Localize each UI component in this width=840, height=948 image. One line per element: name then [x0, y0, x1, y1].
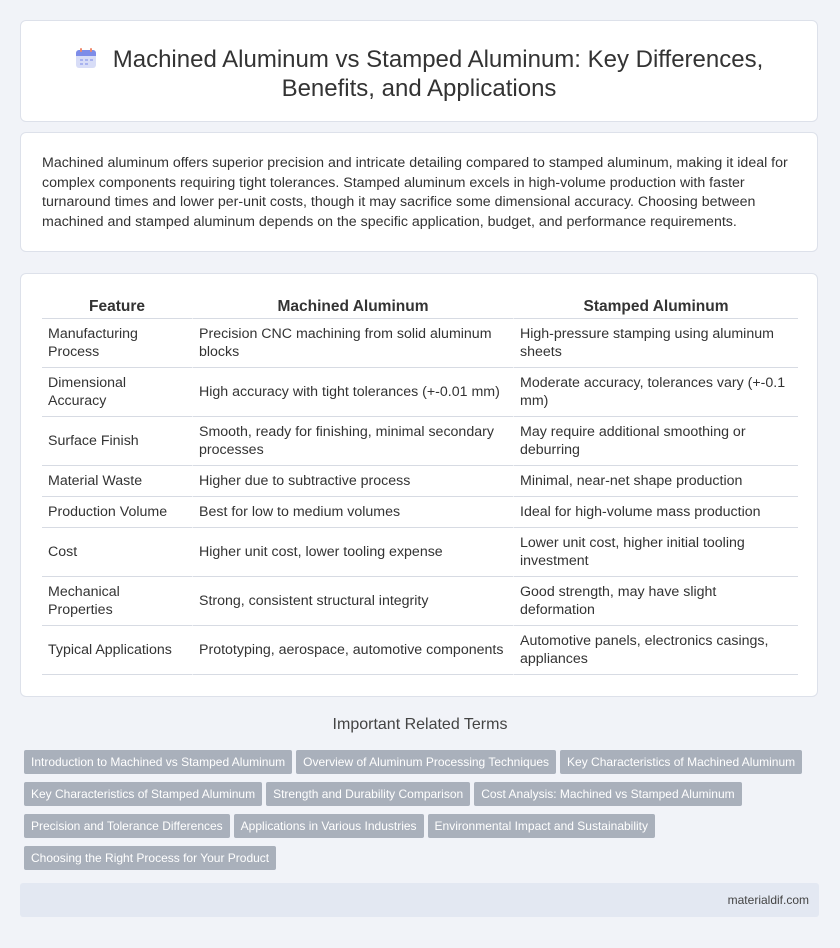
machined-cell: Strong, consistent structural integrity: [192, 577, 513, 626]
related-term-tag[interactable]: Overview of Aluminum Processing Techniques: [296, 750, 556, 774]
comparison-table: [42, 294, 798, 675]
machined-cell: Prototyping, aerospace, automotive components: [192, 626, 513, 675]
feature-cell: Dimensional Accuracy: [42, 368, 192, 417]
machined-cell: Higher due to subtractive process: [192, 466, 513, 497]
related-term-tag[interactable]: Strength and Durability Comparison: [266, 782, 470, 806]
related-term-tag[interactable]: Key Characteristics of Machined Aluminum: [560, 750, 802, 774]
feature-cell: Mechanical Properties: [42, 577, 192, 626]
table-row: [42, 497, 798, 528]
footer-site[interactable]: materialdif.com: [727, 893, 809, 907]
machined-cell: Precision CNC machining from solid aluminum blocks: [192, 319, 513, 368]
feature-cell: Typical Applications: [42, 626, 192, 675]
table-row: [42, 577, 798, 626]
stamped-cell: High-pressure stamping using aluminum sheets: [513, 319, 798, 368]
related-term-tag[interactable]: Precision and Tolerance Differences: [24, 814, 230, 838]
page-title: [21, 45, 817, 103]
feature-cell: Cost: [42, 528, 192, 577]
related-term-tag[interactable]: Key Characteristics of Stamped Aluminum: [24, 782, 262, 806]
title-line-1: Machined Aluminum vs Stamped Aluminum: Key Differences,: [112, 46, 764, 73]
related-term-tag[interactable]: Choosing the Right Process for Your Product: [24, 846, 276, 870]
stamped-cell: Good strength, may have slight deformation: [513, 577, 798, 626]
comparison-card: [20, 273, 818, 697]
intro-paragraph: Machined aluminum offers superior precision and intricate detailing compared to stamped aluminum, making it ideal for complex components requiring tight tolerances. Stamped aluminum excels in high-volume production with faster turnaround times and lower per-unit costs, though it may sacrifice some dimensional accuracy. Choosing between machined and stamped aluminum depends on the specific application, budget, and performance requirements.: [42, 155, 788, 230]
related-term-tag[interactable]: Applications in Various Industries: [234, 814, 424, 838]
feature-cell: Material Waste: [42, 466, 192, 497]
footer: [20, 883, 819, 917]
table-row: [42, 466, 798, 497]
header-stamped: Stamped Aluminum: [513, 294, 798, 319]
related-term-tag[interactable]: Environmental Impact and Sustainability: [428, 814, 655, 838]
intro-card: [20, 132, 818, 252]
related-term-tag[interactable]: Introduction to Machined vs Stamped Aluminum: [24, 750, 292, 774]
header-feature: Feature: [42, 294, 192, 319]
feature-cell: Production Volume: [42, 497, 192, 528]
feature-cell: Manufacturing Process: [42, 319, 192, 368]
related-term-tag[interactable]: Cost Analysis: Machined vs Stamped Aluminum: [474, 782, 741, 806]
machined-cell: Smooth, ready for finishing, minimal secondary processes: [192, 417, 513, 466]
table-row: [42, 368, 798, 417]
stamped-cell: Moderate accuracy, tolerances vary (+-0.1 mm): [513, 368, 798, 417]
table-header-row: [42, 294, 798, 319]
machined-cell: Higher unit cost, lower tooling expense: [192, 528, 513, 577]
stamped-cell: May require additional smoothing or deburring: [513, 417, 798, 466]
header-machined: Machined Aluminum: [192, 294, 513, 319]
table-row: [42, 528, 798, 577]
calendar-icon: [75, 47, 97, 69]
machined-cell: Best for low to medium volumes: [192, 497, 513, 528]
stamped-cell: Automotive panels, electronics casings, appliances: [513, 626, 798, 675]
stamped-cell: Lower unit cost, higher initial tooling investment: [513, 528, 798, 577]
related-terms-list: [24, 750, 824, 878]
title-line-2: Benefits, and Applications: [281, 75, 557, 102]
stamped-cell: Ideal for high-volume mass production: [513, 497, 798, 528]
related-terms-heading: Important Related Terms: [332, 716, 508, 733]
table-row: [42, 626, 798, 675]
feature-cell: Surface Finish: [42, 417, 192, 466]
stamped-cell: Minimal, near-net shape production: [513, 466, 798, 497]
title-card: [20, 20, 818, 122]
machined-cell: High accuracy with tight tolerances (+-0.01 mm): [192, 368, 513, 417]
table-row: [42, 319, 798, 368]
table-row: [42, 417, 798, 466]
